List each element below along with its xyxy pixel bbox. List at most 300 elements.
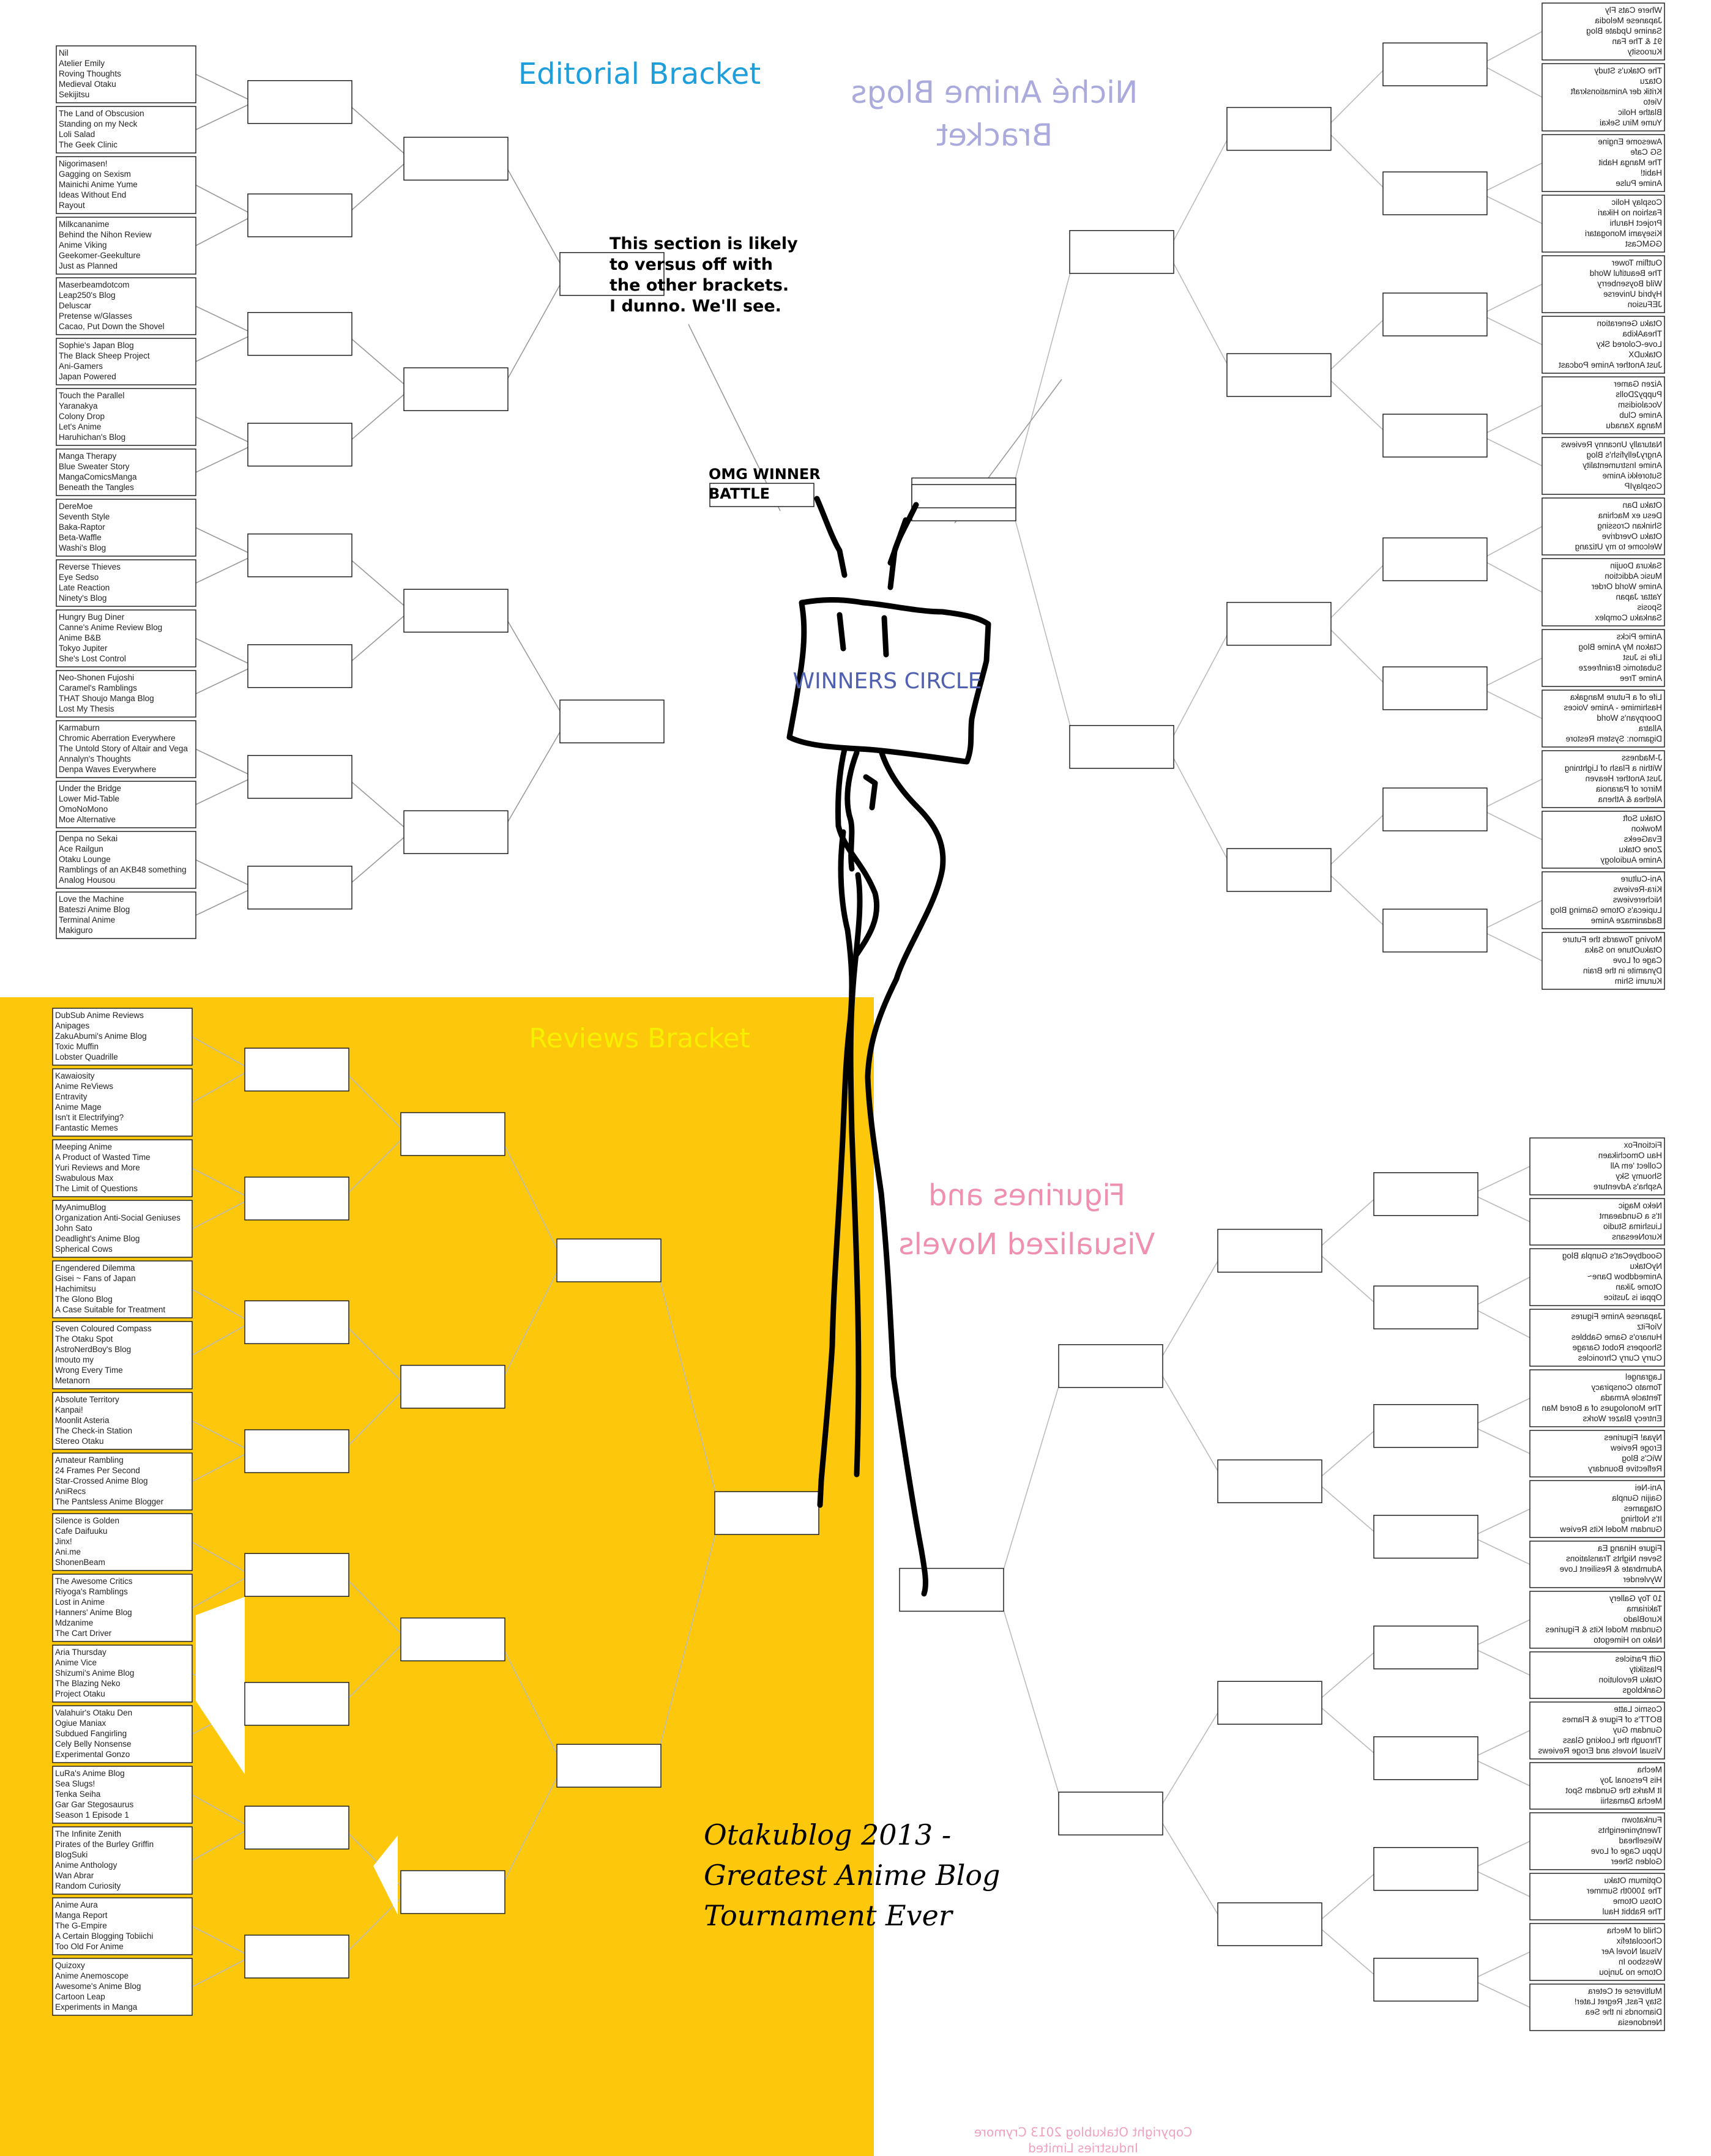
reviews-entry-name: Swabulous Max [55,1173,114,1183]
reviews-entry-name: A Product of Wasted Time [55,1153,151,1162]
connector-line [502,158,566,273]
connector-line [196,75,254,102]
reviews-entry-name: Kanpai! [55,1405,83,1414]
figurines-entry-name: Otome Jikan [1616,1282,1662,1292]
editorial-entry-name: THAT Shoujo Manga Blog [59,694,154,703]
connector-line [1472,1648,1530,1675]
reviews-entry-name: Kawaiosity [55,1071,95,1080]
niche-entry-name: Hybrid Universe [1603,289,1662,299]
connector-line [1325,129,1389,193]
reviews-entry-name: Gar Gar Stegosaurus [55,1800,134,1809]
niche-entry-name: EvaGeeks [1623,835,1662,844]
bracket-slot [401,1113,505,1156]
reviews-entry-name: Awesome's Anime Blog [55,1982,141,1991]
bracket-slot [245,1935,349,1978]
reviews-entry-name: Pirates of the Burley Griffin [55,1840,154,1849]
bracket-slot [1227,603,1331,645]
reviews-entry-name: Absolute Territory [55,1395,119,1404]
editorial-entry-name: Colony Drop [59,412,105,421]
reviews-entry-name: Riyoga's Ramblings [55,1587,128,1596]
editorial-entry-name: Sekijitsu [59,90,90,99]
bracket-slot [245,1682,349,1725]
figurines-entry-name: Gaijin Gunpla [1612,1493,1662,1503]
niche-entry-name: Ani-Culture [1620,874,1662,883]
reviews-entry-name: The Otaku Spot [55,1334,113,1344]
connector-line [502,274,566,389]
editorial-entry-name: Otaku Lounge [59,855,111,864]
niche-entry-name: Naturally Uncanny Reviews [1560,440,1662,449]
bracket-slot [1374,1405,1478,1448]
niche-entry-name: Habit! [1640,168,1662,177]
reviews-entry-name: Isn't it Electrifying? [55,1113,124,1122]
niche-entry-name: Yattar Japan [1616,592,1662,601]
figurines-entry-name: Mecha Damashii [1600,1796,1662,1805]
connector-line [1472,1509,1530,1537]
editorial-entry-name: Nil [59,48,69,58]
reviews-entry-name: Stereo Otaku [55,1437,104,1446]
editorial-entry-name: Just as Planned [59,261,118,270]
reviews-entry-name: Too Old For Anime [55,1942,124,1951]
reviews-entry-name: ZakuAbumi's Anime Blog [55,1032,147,1041]
figurines-entry-name: The Rabbit Haul [1602,1907,1662,1916]
connector-line [1472,1842,1530,1869]
reviews-entry-name: Entravity [55,1092,88,1101]
editorial-entry-name: Late Reaction [59,583,110,592]
niche-entry-name: CosplayIP [1624,481,1662,491]
editorial-entry-name: Love the Machine [59,894,124,904]
figurines-entry-name: Nendonesia [1617,2018,1662,2027]
connector-line [1481,809,1542,840]
editorial-entry-name: Rayout [59,201,85,210]
reviews-entry-name: ShonenBeam [55,1558,105,1567]
reviews-entry-name: Anime Anthology [55,1860,117,1870]
figurines-bracket-title: Figurines and Visualized Novels [898,1178,1155,1262]
niche-entry-name: Nichereviews [1612,895,1662,904]
editorial-entry-name: Standing on my Neck [59,119,138,128]
reviews-entry-name: Cely Belly Nonsense [55,1739,132,1749]
niche-entry-name: Digamon: System Restore [1565,734,1662,743]
reviews-entry-name: Wrong Every Time [55,1366,123,1375]
omg-winner-battle: OMG WINNER BATTLE [709,466,821,502]
figurines-entry-name: Chocolatefix [1616,1936,1662,1946]
niche-entry-name: Otaku Dan [1622,500,1662,510]
bracket-slot [1383,909,1487,952]
figurines-entry-name: Hau Omochikaen [1598,1151,1662,1160]
editorial-entry-name: Mainichi Anime Yume [59,180,138,189]
bracket-slot [248,194,352,237]
editorial-entry-name: Neo-Shonen Fujoshi [59,673,135,682]
niche-entry-name: J-Madness [1621,753,1662,762]
bracket-slot [401,1366,505,1408]
reviews-entry-name: The Awesome Critics [55,1577,133,1586]
reviews-entry-name: The Cart Driver [55,1629,112,1638]
connector-line [502,721,566,832]
editorial-entry-name: Sophie's Japan Blog [59,341,134,350]
niche-entry-name: Love-Colored Sky [1596,340,1662,349]
connector-line [196,639,254,666]
figurines-entry-name: Wieselhead [1619,1836,1662,1845]
connector-line [196,445,254,472]
connector-line [1472,1758,1530,1786]
reviews-entry-name: Shizumi's Anime Blog [55,1668,135,1678]
figurines-entry-name: Funkatown [1621,1815,1662,1824]
figurines-entry-name: Adumbrate & Resilient Love [1559,1564,1662,1574]
bracket-slot [1059,1345,1163,1388]
connector-line [1472,1952,1530,1980]
niche-entry-name: Mirror of Paranoia [1595,784,1662,794]
figurines-entry-name: Gift Particles [1615,1654,1662,1663]
editorial-entry-name: Beneath the Tangles [59,483,134,492]
connector-line [1325,314,1389,375]
niche-entry-name: Just Another Heaven [1585,774,1662,783]
connector-line [1316,1481,1380,1537]
figurines-entry-name: Multiverse et Cetera [1588,1987,1662,1996]
bracket-slot [1218,1460,1322,1503]
niche-entry-name: Manga Xanadu [1606,421,1662,430]
editorial-entry-name: Japan Powered [59,372,116,381]
editorial-entry-name: She's Lost Control [59,654,126,663]
bracket-slot [404,811,508,853]
niche-entry-name: Otaku Overdrive [1601,532,1662,541]
connector-line [1472,1620,1530,1648]
bracket-slot [1383,43,1487,86]
connector-line [346,334,410,390]
figurines-entry-name: Eroge Review [1610,1443,1662,1452]
editorial-entry-name: Karmaburn [59,723,100,732]
reviews-entry-name: The Check-in Station [55,1426,133,1435]
niche-entry-name: Cage of Love [1612,956,1662,965]
connector-line [1325,64,1389,128]
editorial-entry-name: Maserbeamdotcom [59,280,130,289]
connector-line [1481,901,1542,931]
editorial-entry-name: Loli Salad [59,130,95,139]
connector-line [1316,1426,1380,1482]
reviews-entry-name: Spherical Cows [55,1244,113,1254]
editorial-entry-name: Blue Sweater Story [59,462,130,471]
versus-note: This section is likely to versus off with the other brackets. I dunno. We'll see. [609,234,798,316]
niche-entry-name: The Manga Habit [1598,158,1662,167]
connector-line [1010,499,1076,747]
niche-entry-name: Subatomic Brainfreeze [1578,663,1662,672]
figurines-entry-name: Diamonds in the Sea [1585,2007,1662,2017]
editorial-entry-name: Canne's Anime Review Blog [59,623,163,632]
figurines-entry-name: Ani-Nei [1635,1483,1662,1492]
editorial-entry-name: Caramel's Ramblings [59,683,137,693]
bracket-slot [1374,1737,1478,1780]
reviews-entry-name: The Limit of Questions [55,1184,138,1193]
editorial-entry-name: The Land of Obscusion [59,109,144,118]
connector-line [346,556,410,611]
connector-line [1481,406,1542,436]
niche-entry-name: OtakuDX [1628,350,1662,359]
niche-entry-name: Project Haruhi [1609,218,1662,228]
connector-line [196,102,254,130]
bracket-slot [1227,849,1331,891]
connector-line [1325,559,1389,623]
reviews-entry-name: Anime Mage [55,1102,102,1112]
reviews-entry-name: Yuri Reviews and More [55,1163,140,1172]
editorial-entry-name: The Geek Clinic [59,140,118,149]
connector-line [1472,1399,1530,1426]
editorial-entry-name: Beta-Waffle [59,533,102,542]
figurines-entry-name: Otaku Revolution [1598,1675,1662,1684]
copyright-note: Copyright Otakublog 2013 Crymore Industries Limited [974,2125,1193,2155]
reviews-entry-name: Jinx! [55,1537,72,1546]
bracket-slot [1374,1173,1478,1216]
editorial-entry-name: Cacao, Put Down the Shovel [59,322,165,331]
figurines-entry-name: His Personal Joy [1600,1775,1662,1785]
reviews-entry-name: Engendered Dilemma [55,1263,135,1273]
niche-entry-name: Where Cats Fly [1605,6,1662,15]
figurines-entry-name: Gundam Model Kits & Figurines [1545,1625,1662,1634]
editorial-entry-name: The Untold Story of Altair and Vega [59,744,188,753]
editorial-entry-name: Tokyo Jupiter [59,644,108,653]
reviews-entry-name: Cartoon Leap [55,1992,105,2001]
editorial-entry-name: Annalyn's Thoughts [59,754,131,764]
reviews-entry-name: Amateur Rambling [55,1455,124,1465]
reviews-entry-name: A Certain Blogging Tobiichi [55,1931,154,1941]
reviews-entry-name: Subdued Fangirling [55,1729,127,1738]
editorial-entry-name: Manga Therapy [59,452,117,461]
bracket-slot [557,1744,661,1787]
editorial-entry-name: The Black Sheep Project [59,351,150,360]
editorial-entry-name: Bateszi Anime Blog [59,905,130,914]
editorial-entry-name: Milkcananime [59,220,110,229]
editorial-entry-name: Ani-Gamers [59,362,103,371]
connector-line [1481,64,1542,97]
figurines-entry-name: Lagrangel [1625,1372,1662,1381]
editorial-entry-name: Makiguro [59,926,93,935]
niche-entry-name: The Beautiful World [1589,269,1662,278]
editorial-entry-name: Washi's Blog [59,543,106,552]
figurines-entry-name: Neko Magic [1618,1201,1662,1210]
niche-entry-name: Shinkan Crossing [1597,521,1662,530]
connector-line [1481,314,1542,345]
editorial-entry-name: Ideas Without End [59,190,127,199]
connector-line [346,102,410,159]
bracket-slot [245,1177,349,1220]
editorial-entry-name: Terminal Anime [59,915,116,924]
figurines-entry-name: Twentyninenights [1598,1826,1662,1835]
figurines-entry-name: It Marks the Gundam Spot [1565,1786,1662,1795]
editorial-entry-name: Hungry Bug Diner [59,612,125,622]
reviews-entry-name: Ogiue Maniax [55,1719,106,1728]
connector-line [1316,1251,1380,1307]
connector-line [1481,779,1542,810]
niche-entry-name: Awesome Engine [1598,137,1662,146]
editorial-entry-name: OmoNoMono [59,805,108,814]
bracket-slot [245,1553,349,1596]
reviews-entry-name: Lost in Anime [55,1597,105,1607]
bracket-slot [1383,293,1487,336]
niche-entry-name: Vocaloidism [1617,400,1662,409]
reviews-entry-name: Metanorn [55,1376,91,1385]
reviews-entry-name: Mdzanime [55,1618,94,1627]
niche-entry-name: Dynamite in the Brain [1582,966,1662,975]
connector-line [1316,1703,1380,1758]
connector-line [1157,1251,1224,1366]
connector-line [1472,1869,1530,1897]
niche-entry-name: Life of a Future Mangaka [1570,693,1662,702]
reviews-entry-name: Seven Coloured Compass [55,1324,152,1333]
niche-entry-name: Sanime Update Blog [1586,26,1662,35]
bracket-slot [1218,1903,1322,1946]
niche-entry-name: Anime Instrumentality [1582,461,1662,470]
connector-line [1481,559,1542,592]
bracket-slot [1227,354,1331,396]
niche-entry-name: TheaAkiba [1622,329,1662,338]
connector-line [1472,1194,1530,1222]
connector-line [1316,1194,1380,1251]
connector-line [1481,931,1542,961]
editorial-entry-name: Roving Thoughts [59,69,121,78]
figurines-entry-name: VioFitz [1636,1322,1662,1331]
connector-line [1010,252,1076,500]
figurines-entry-name: The Monologues of a Bored Man [1541,1403,1662,1413]
reviews-entry-name: Fantastic Memes [55,1123,118,1132]
bracket-slot [248,81,352,124]
figurines-entry-name: Seven Nights Translations [1566,1554,1662,1563]
niche-entry-name: Kiseyami Monogatari [1584,229,1662,238]
reviews-entry-name: Project Otaku [55,1689,105,1698]
connector-line [1472,1980,1530,2007]
bracket-slot [245,1806,349,1849]
editorial-entry-name: Seventh Style [59,512,110,521]
niche-entry-name: Desu ex Machina [1598,511,1662,520]
editorial-entry-name: Eye Sedso [59,573,99,582]
editorial-entry-name: Gagging on Sexism [59,169,131,179]
figurines-entry-name: Entrecy Blazer Works [1582,1414,1662,1423]
connector-line [1157,1703,1224,1813]
bracket-slot [1374,1848,1478,1890]
connector-line [196,307,254,334]
niche-entry-name: Otaku Generation [1597,319,1662,328]
niche-entry-name: Anime Pulse [1616,179,1662,188]
niche-entry-name: The Otaku's Study [1594,66,1662,75]
bracket-slot [715,1492,819,1534]
reviews-entry-name: Silence is Golden [55,1516,120,1525]
niche-entry-name: Allatra [1638,724,1662,733]
connector-line [1325,809,1389,870]
editorial-entry-name: Lost My Thesis [59,704,114,713]
niche-entry-name: Otazu [1639,76,1662,86]
reviews-entry-name: The Pantsless Anime Blogger [55,1497,164,1506]
figurines-entry-name: KuroNeesans [1612,1232,1662,1241]
niche-entry-name: AngryJellyfish's Blog [1586,450,1662,459]
niche-entry-name: Anime Club [1619,411,1662,420]
reviews-entry-name: Ani.me [55,1547,81,1556]
figurines-entry-name: Plastikity [1629,1665,1662,1674]
editorial-entry-name: Baka-Raptor [59,522,105,532]
niche-entry-name: Alethea & Athena [1598,795,1662,804]
editorial-entry-name: Lower Mid-Table [59,794,120,803]
reviews-entry-name: Manga Report [55,1911,108,1920]
main-title: Otakublog 2013 -Greatest Anime Blog Tournament Ever [704,1818,1001,1932]
editorial-entry-name: Nigorimasen! [59,159,108,168]
editorial-entry-name: Chromic Aberration Everywhere [59,734,176,743]
reviews-entry-name: DubSub Anime Reviews [55,1011,144,1020]
bracket-slot [1374,1286,1478,1329]
figurines-entry-name: Oppai is Justice [1603,1293,1662,1302]
niche-entry-name: Kira-Reviews [1613,885,1662,894]
connector-line [196,556,254,583]
bracket-slot [404,368,508,411]
reviews-entry-name: The Infinite Zenith [55,1829,122,1838]
niche-entry-name: Within a Flash of Lightning [1564,764,1662,773]
editorial-entry-name: Leap250's Blog [59,291,116,300]
connector-line [1481,163,1542,194]
final-slot-right [912,485,1016,508]
figurines-entry-name: Through the Looking Glass [1562,1736,1662,1745]
reviews-entry-name: MyAnimuBlog [55,1203,106,1212]
connector-line [1481,32,1542,65]
niche-entry-name: Music Addiction [1605,571,1662,581]
connector-line [196,777,254,805]
connector-line [1472,1426,1530,1454]
editorial-entry-name: Pretense w/Glasses [59,311,133,321]
figurines-entry-name: Collect 'em All [1610,1161,1662,1170]
niche-entry-name: Mowkon [1631,824,1662,833]
figurines-entry-name: GoodbyeCat's Gunpla Blog [1562,1251,1662,1260]
bracket-slot [1383,538,1487,581]
bracket-slot [1383,788,1487,831]
niche-entry-name: Sposis [1637,603,1662,612]
connector-line [1481,284,1542,315]
niche-entry-name: Japanese Melodia [1595,16,1662,25]
reviews-entry-name: Imouto my [55,1355,94,1364]
figurines-entry-name: 10 Toy Gallery [1609,1594,1662,1603]
bracket-slot [404,137,508,180]
connector-line [196,417,254,445]
editorial-entry-name: Ace Railgun [59,844,103,853]
niche-entry-name: JEFusion [1627,300,1662,309]
connector-line [1472,1277,1530,1308]
figurines-entry-name: Aspha's Adventure [1593,1182,1662,1191]
editorial-entry-name: Reverse Thieves [59,562,121,571]
connector-line [1481,688,1542,719]
figurines-entry-name: FictionFox [1623,1140,1662,1150]
bracket-slot [557,1239,661,1282]
bracket-slot [1218,1681,1322,1724]
figurines-entry-name: Otome no Junjou [1599,1968,1662,1977]
editorial-entry-name: Ninety's Blog [59,593,107,603]
niche-entry-name: Zone Otaku [1619,845,1662,854]
reviews-entry-name: Aria Thursday [55,1648,106,1657]
connector-line [346,832,410,888]
reviews-entry-name: Moonlit Asteria [55,1416,110,1425]
connector-line [1472,1167,1530,1194]
bracket-slot [248,866,352,909]
connector-line [196,888,254,915]
niche-entry-name: Hashimime - Anime Voices [1564,703,1662,712]
editorial-entry-name: Touch the Parallel [59,391,125,400]
niche-entry-name: Anime World Order [1591,582,1662,591]
reviews-entry-name: Star-Crossed Anime Blog [55,1476,148,1485]
niche-entry-name: Puppy2Dolls [1616,390,1662,399]
bracket-slot [245,1301,349,1344]
figurines-entry-name: Visual Novels and Eroge Reviews [1538,1746,1662,1755]
niche-entry-name: Fashion no Hikari [1597,208,1662,217]
reviews-entry-name: Lobster Quadrille [55,1052,118,1061]
connector-line [1481,193,1542,224]
reviews-entry-name: A Case Suitable for Treatment [55,1305,166,1314]
figurines-entry-name: WiC's Blog [1622,1454,1662,1463]
figurines-entry-name: BOTT's of Figure & Flames [1562,1715,1662,1724]
connector-line [1481,436,1542,466]
connector-line [997,1590,1065,1814]
bracket-slot [1374,1515,1478,1558]
connector-line [196,860,254,888]
